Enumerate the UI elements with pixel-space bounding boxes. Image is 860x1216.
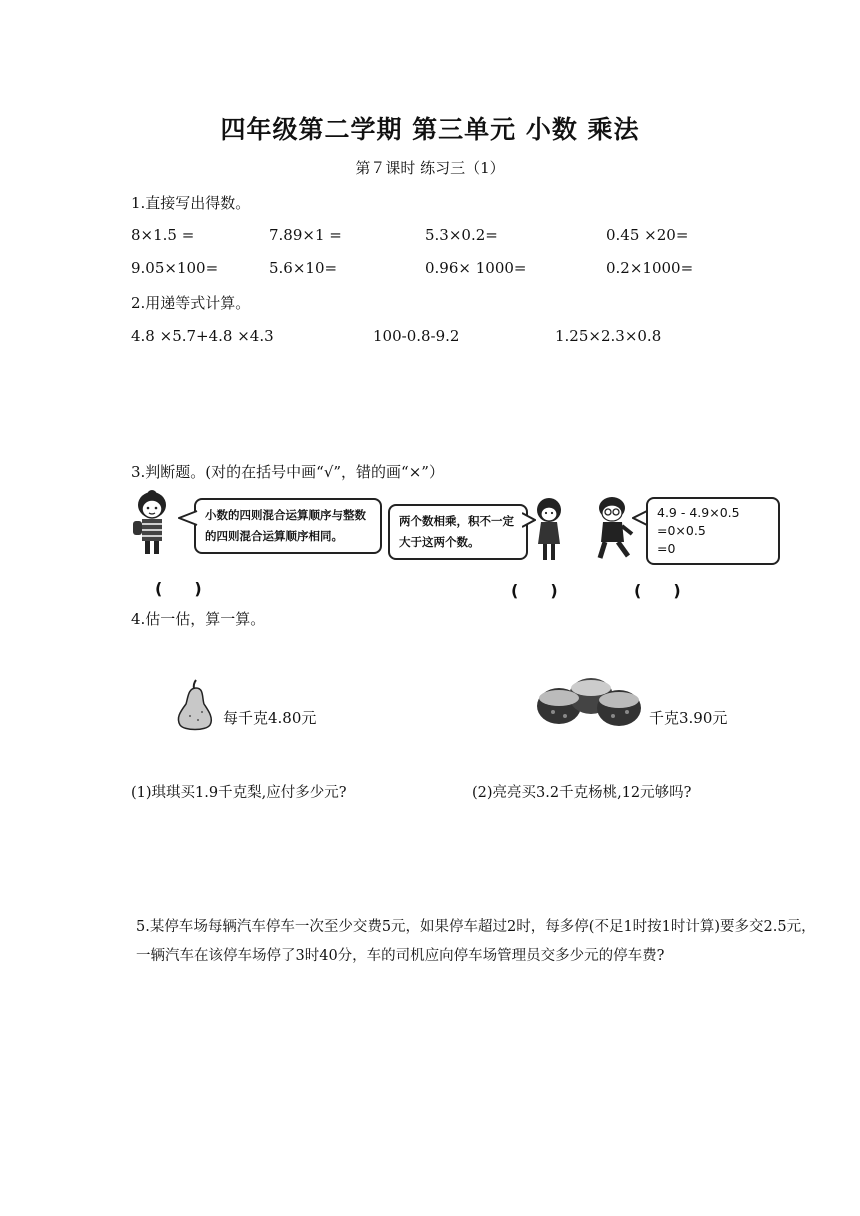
speech-bubble: 小数的四则混合运算顺序与整数的四则混合运算顺序相同。 (194, 498, 382, 554)
answer-blank[interactable]: ( ) (511, 581, 558, 600)
q2-item: 1.25×2.3×0.8 (555, 327, 662, 345)
q2-heading: 2.用递等式计算。 (131, 294, 251, 312)
boy-figure-icon (592, 494, 636, 564)
q4-heading: 4.估一估，算一算。 (131, 610, 266, 628)
q1-item: 0.45 ×20= (606, 226, 689, 244)
q2-item: 100-0.8-9.2 (373, 327, 460, 345)
page-title: 四年级第二学期 第三单元 小数 乘法 (220, 115, 640, 144)
girl-figure-icon (532, 496, 566, 564)
bayberry-icon (531, 668, 651, 730)
q1-item: 5.3×0.2= (425, 226, 498, 244)
calc-line: =0×0.5 (657, 523, 706, 538)
calc-line: 4.9 - 4.9×0.5 (657, 505, 740, 520)
speech-bubble-calculation (646, 497, 780, 565)
q1-item: 0.2×1000= (606, 259, 694, 277)
q1-item: 0.96× 1000= (425, 259, 527, 277)
q1-item: 8×1.5 = (131, 226, 195, 244)
q1-heading: 1.直接写出得数。 (131, 194, 251, 212)
q3-heading: 3.判断题。(对的在括号中画“√”，错的画“×”） (131, 463, 444, 481)
q2-item: 4.8 ×5.7+4.8 ×4.3 (131, 327, 274, 345)
pear-price: 每千克4.80元 (223, 709, 317, 727)
bayberry-price: 千克3.90元 (649, 709, 728, 727)
lesson-subtitle: 第７课时 练习三（1） (355, 159, 505, 177)
q4-sub-question: (2)亮亮买3.2千克杨桃,12元够吗? (472, 785, 692, 801)
pear-icon (174, 678, 216, 732)
calc-line: =0 (657, 541, 676, 556)
speech-bubble: 两个数相乘，积不一定大于这两个数。 (388, 504, 528, 560)
answer-blank[interactable]: ( ) (155, 579, 202, 598)
q1-item: 9.05×100= (131, 259, 219, 277)
bubble-tail-icon (178, 510, 198, 526)
answer-blank[interactable]: ( ) (634, 581, 681, 600)
q1-item: 7.89×1 = (269, 226, 342, 244)
girl-figure-icon (130, 490, 176, 556)
q1-item: 5.6×10= (269, 259, 338, 277)
q4-sub-question: (1)琪琪买1.9千克梨,应付多少元? (131, 785, 347, 801)
q5-problem-text: 5.某停车场每辆汽车停车一次至少交费5元，如果停车超过2时，每多停(不足1时按1时计算)要多交2.5元，一辆汽车在该停车场停了3时40分，车的司机应向停车场管理员交多少元的停车费? (136, 919, 816, 964)
